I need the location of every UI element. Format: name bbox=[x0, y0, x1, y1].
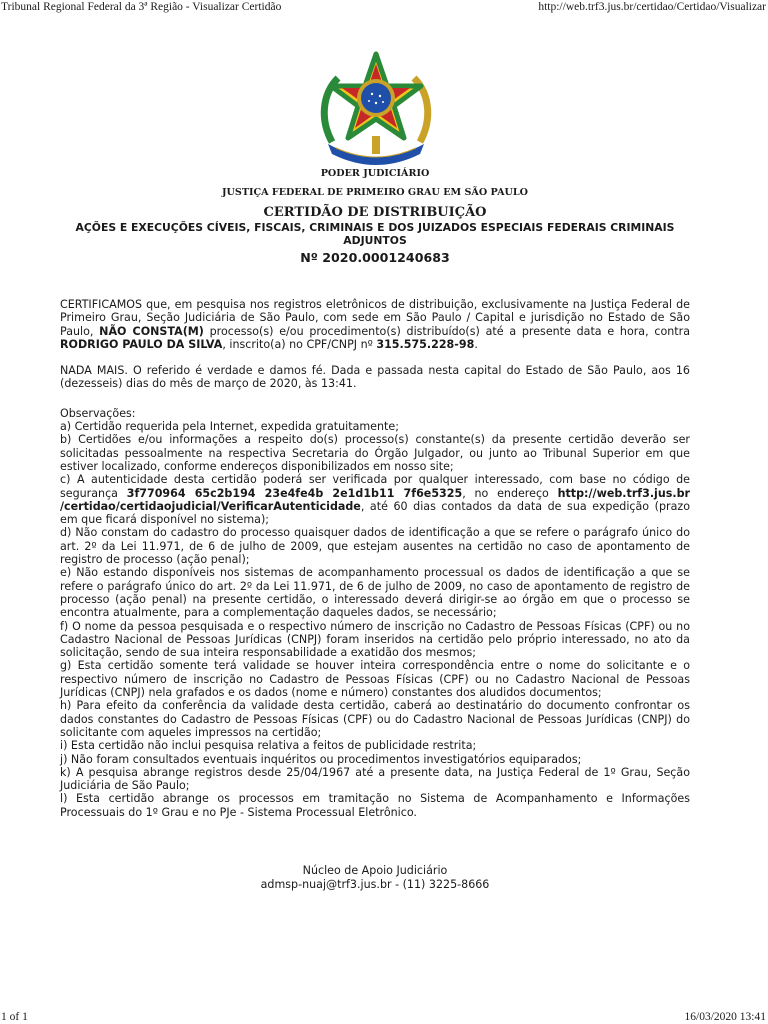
contact-block bbox=[60, 864, 690, 892]
org-subname: JUSTIÇA FEDERAL DE PRIMEIRO GRAU EM SÃO PAULO bbox=[222, 187, 528, 198]
certificate-title: CERTIDÃO DE DISTRIBUIÇÃO bbox=[263, 205, 487, 220]
page-count: 1 of 1 bbox=[1, 1011, 28, 1023]
print-header bbox=[0, 0, 768, 16]
observation-h: h) Para efeito da conferência da validade desta certidão, caberá ao destinatário do documento confrontar os dados constantes do Cadastro de Pessoas Físicas (CPF) ou do Cadastro Nacional de Pessoas Jurídicas (CNPJ) do solicitante com aqueles impressos na certidão; bbox=[60, 699, 690, 739]
observation-c: c) A autenticidade desta certidão poderá ser verificada por qualquer interessado, com base no código de segurança 3f770964 65c2b194 23e4fe4b 2e1d1b11 7f6e5325, no endereço http://web.trf3.jus.br /certidao/certidaojudicial/VerificarAutenticidade, até 60 dias contados da data de sua expedição (prazo em que ficará disponível no sistema); bbox=[60, 473, 690, 527]
subject-cpf: 315.575.228-98 bbox=[376, 337, 475, 351]
certificate-number: Nº 2020.0001240683 bbox=[300, 250, 450, 265]
print-datetime: 16/03/2020 13:41 bbox=[684, 1011, 766, 1023]
certificate-header bbox=[60, 168, 690, 265]
observation-b: b) Certidões e/ou informações a respeito do(s) processo(s) constante(s) da presente certidão deverão ser solicitadas pessoalmente na respectiva Secretaria do Órgão Julgador, ou junto ao Tribunal Superior em que estiver localizado, conforme endereços disponibilizados em nosso site; bbox=[60, 433, 690, 473]
org-name: PODER JUDICIÁRIO bbox=[320, 168, 430, 179]
status-text: NÃO CONSTA(M) bbox=[99, 324, 204, 338]
verification-url: http://web.trf3.jus.br /certidao/certidaojudicial/VerificarAutenticidade bbox=[60, 486, 690, 513]
print-header-url: http://web.trf3.jus.br/certidao/Certidao/Visualizar bbox=[538, 1, 766, 13]
observation-e: e) Não estando disponíveis nos sistemas de acompanhamento processual os dados de identificação a que se refere o parágrafo único do art. 2º da Lei 11.971, de 6 de julho de 2009, no caso de apontamento de registro de processo (ação penal) na presente certidão, o interessado deverá dirigir-se ao órgão em que o processo se encontra atualmente, para a complementação daqueles dados, se necessário; bbox=[60, 566, 690, 620]
observation-i: i) Esta certidão não inclui pesquisa relativa a feitos de publicidade restrita; bbox=[60, 739, 477, 753]
observations-title: Observações: bbox=[60, 406, 136, 420]
observation-j: j) Não foram consultados eventuais inquéritos ou procedimentos investigatórios equiparados; bbox=[60, 752, 582, 766]
certify-paragraph: CERTIFICAMOS que, em pesquisa nos registros eletrônicos de distribuição, exclusivamente na Justiça Federal de Primeiro Grau, Seção Judiciária de São Paulo, com sede em São Paulo / Capital e jurisdição no Estado de São Paulo, NÃO CONSTA(M) processo(s) e/ou procedimento(s) distribuído(s) até a presente data e hora, contra RODRIGO PAULO DA SILVA, inscrito(a) no CPF/CNPJ nº 315.575.228-98. bbox=[60, 298, 690, 351]
contact-email-phone: admsp-nuaj@trf3.jus.br - (11) 3225-8666 bbox=[260, 878, 490, 891]
observation-l: l) Esta certidão abrange os processos em tramitação no Sistema de Acompanhamento e Informações Processuais do 1º Grau e no PJe - Sistema Processual Eletrônico. bbox=[60, 792, 690, 819]
security-code: 3f770964 65c2b194 23e4fe4b 2e1d1b11 7f6e5325 bbox=[126, 486, 463, 500]
observation-a: a) Certidão requerida pela Internet, expedida gratuitamente; bbox=[60, 420, 399, 434]
observation-g: g) Esta certidão somente terá validade se houver inteira correspondência entre o nome do solicitante e o respectivo número de inscrição no Cadastro de Pessoas Físicas (CPF) ou no Cadastro Nacional de Pessoas Jurídicas (CNPJ) nela grafados e os dados (nome e número) constantes dos aludidos documentos; bbox=[60, 659, 690, 700]
certificate-subtitle: AÇÕES E EXECUÇÕES CÍVEIS, FISCAIS, CRIMINAIS E DOS JUIZADOS ESPECIAIS FEDERAIS CRIMINAIS ADJUNTOS bbox=[75, 221, 675, 247]
brazil-coat-of-arms-icon bbox=[314, 50, 438, 166]
certificate-body bbox=[60, 298, 690, 819]
closing-paragraph: NADA MAIS. O referido é verdade e damos fé. Dada e passada nesta capital do Estado de São Paulo, aos 16 (dezesseis) dias do mês de março de 2020, às 13:41. bbox=[60, 364, 690, 391]
subject-name: RODRIGO PAULO DA SILVA bbox=[60, 337, 223, 351]
observation-d: d) Não constam do cadastro do processo quaisquer dados de identificação a que se refere o parágrafo único do art. 2º da Lei 11.971, de 6 de julho de 2009, que estejam ausentes na certidão no caso de apontamento de registro de processo (ação penal); bbox=[60, 526, 690, 567]
observation-f: f) O nome da pessoa pesquisada e o respectivo número de inscrição no Cadastro de Pessoas Físicas (CPF) ou no Cadastro Nacional de Pessoas Jurídicas (CNPJ) foram inseridos na certidão pelo próprio interessado, no ato da solicitação, sendo de sua inteira responsabilidade a exatidão dos mesmos; bbox=[60, 619, 690, 660]
print-header-title: Tribunal Regional Federal da 3ª Região - Visualizar Certidão bbox=[1, 1, 282, 13]
observation-k: k) A pesquisa abrange registros desde 25/04/1967 até a presente data, na Justiça Federal de 1º Grau, Seção Judiciária de São Paulo; bbox=[60, 765, 690, 793]
department-name: Núcleo de Apoio Judiciário bbox=[302, 864, 448, 877]
print-footer bbox=[0, 1010, 768, 1024]
